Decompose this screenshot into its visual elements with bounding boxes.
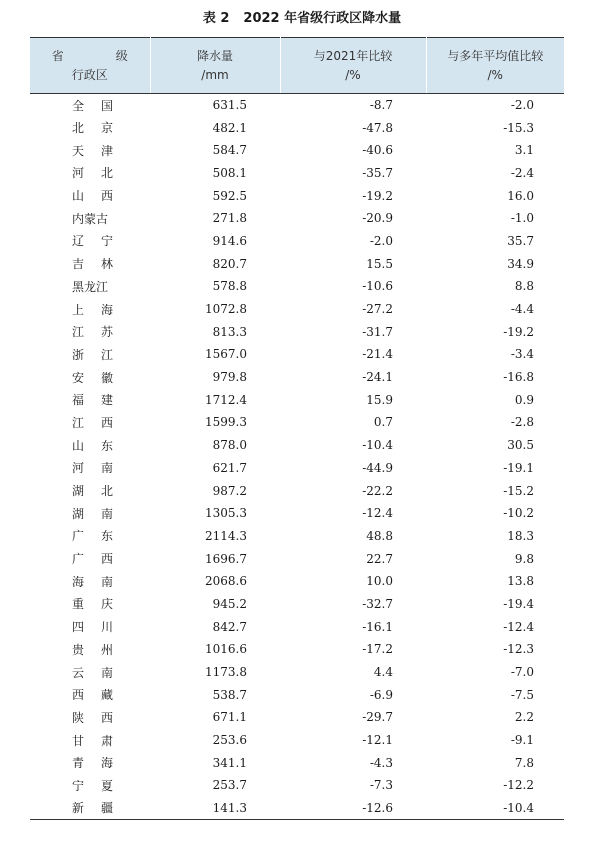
precipitation-cell: 2068.6 xyxy=(205,574,247,589)
table-row xyxy=(30,525,564,548)
table-row xyxy=(30,162,564,185)
table-row xyxy=(30,388,564,411)
vs-2021-cell: -19.2 xyxy=(362,188,393,203)
header-vs-2021-unit: /% xyxy=(345,67,361,82)
region-name-cell: 广东 xyxy=(72,529,131,544)
region-name-cell: 贵州 xyxy=(72,642,131,657)
precipitation-cell: 508.1 xyxy=(212,165,247,180)
precipitation-cell: 253.7 xyxy=(212,778,247,793)
vs-2021-cell: 0.7 xyxy=(373,415,393,430)
vs-average-cell: 35.7 xyxy=(507,233,534,248)
vs-average-cell: -15.2 xyxy=(503,483,534,498)
header-vs-average-unit: /% xyxy=(487,67,503,82)
table-row xyxy=(30,570,564,593)
vs-average-cell: 3.1 xyxy=(514,143,534,158)
table-row xyxy=(30,252,564,275)
region-name-cell: 上海 xyxy=(72,302,131,317)
precipitation-cell: 621.7 xyxy=(212,460,247,475)
vs-2021-cell: -12.4 xyxy=(362,506,393,521)
region-name-cell: 福建 xyxy=(72,393,131,408)
region-name-cell: 辽宁 xyxy=(72,234,131,249)
region-name-cell: 新疆 xyxy=(30,797,150,820)
precipitation-cell: 578.8 xyxy=(212,279,247,294)
table-row xyxy=(30,116,564,139)
table-row xyxy=(30,343,564,366)
region-name-cell: 海南 xyxy=(72,574,131,589)
precipitation-cell: 820.7 xyxy=(212,256,247,271)
vs-2021-cell: -17.2 xyxy=(362,642,393,657)
table-row xyxy=(30,479,564,502)
vs-average-cell: 9.8 xyxy=(514,551,534,566)
precipitation-cell: 1016.6 xyxy=(205,642,247,657)
header-vs-average xyxy=(426,38,564,94)
region-name-cell: 全国 xyxy=(72,98,131,113)
precipitation-cell: 2114.3 xyxy=(205,528,247,543)
header-vs-2021 xyxy=(280,38,426,94)
table-row xyxy=(30,774,564,797)
table-row xyxy=(30,139,564,162)
vs-average-cell: -1.0 xyxy=(510,211,534,226)
table-row xyxy=(30,661,564,684)
region-name-cell: 江苏 xyxy=(72,325,131,340)
table-row xyxy=(30,298,564,321)
precipitation-cell: 914.6 xyxy=(212,233,247,248)
precipitation-cell: 482.1 xyxy=(212,120,247,135)
table-caption: 2022 年省级行政区降水量 xyxy=(243,11,402,26)
header-region xyxy=(30,38,150,94)
vs-2021-cell: -12.1 xyxy=(362,733,393,748)
precipitation-cell: 538.7 xyxy=(212,687,247,702)
vs-average-cell: -2.8 xyxy=(510,415,534,430)
region-name-cell: 甘肃 xyxy=(72,733,131,748)
region-name-cell: 安徽 xyxy=(72,370,131,385)
vs-2021-cell: 4.4 xyxy=(373,665,393,680)
precipitation-cell: 813.3 xyxy=(212,324,247,339)
region-name-cell: 重庆 xyxy=(72,597,131,612)
region-name-cell: 陕西 xyxy=(72,710,131,725)
vs-average-cell: -15.3 xyxy=(503,120,534,135)
vs-average-cell: -12.2 xyxy=(503,778,534,793)
table-header xyxy=(30,38,564,94)
vs-2021-cell: -29.7 xyxy=(362,710,393,725)
vs-2021-cell: -21.4 xyxy=(362,347,393,362)
precipitation-cell: 671.1 xyxy=(212,710,247,725)
vs-2021-cell: -47.8 xyxy=(362,120,393,135)
region-name-cell: 广西 xyxy=(72,552,131,567)
region-name-cell: 吉林 xyxy=(72,257,131,272)
region-name-cell: 河南 xyxy=(72,461,131,476)
vs-average-cell: 34.9 xyxy=(507,256,534,271)
table-row xyxy=(30,797,564,820)
precipitation-table xyxy=(30,37,564,820)
header-vs-average-line1: 与多年平均值比较 xyxy=(447,48,544,63)
vs-average-cell: -2.0 xyxy=(510,98,534,113)
region-name-cell: 江西 xyxy=(72,415,131,430)
region-name-cell: 西藏 xyxy=(72,688,131,703)
table-row xyxy=(30,320,564,343)
vs-average-cell: 30.5 xyxy=(507,438,534,453)
vs-2021-cell: -44.9 xyxy=(362,460,393,475)
vs-average-cell: -4.4 xyxy=(510,302,534,317)
table-number: 表 2 xyxy=(202,11,230,26)
vs-average-cell: 2.2 xyxy=(514,710,534,725)
region-name-cell: 四川 xyxy=(72,620,131,635)
vs-2021-cell: 48.8 xyxy=(366,528,393,543)
vs-2021-cell: -12.6 xyxy=(280,797,426,820)
header-row xyxy=(30,38,564,94)
precipitation-cell: 141.3 xyxy=(150,797,280,820)
precipitation-cell: 1173.8 xyxy=(205,665,247,680)
table-row xyxy=(30,502,564,525)
vs-average-cell: -19.4 xyxy=(503,596,534,611)
vs-2021-cell: -6.9 xyxy=(369,687,393,702)
vs-2021-cell: -4.3 xyxy=(369,755,393,770)
vs-average-cell: -16.8 xyxy=(503,370,534,385)
vs-2021-cell: -31.7 xyxy=(362,324,393,339)
header-precipitation xyxy=(150,38,280,94)
table-row xyxy=(30,615,564,638)
vs-average-cell: -9.1 xyxy=(510,733,534,748)
precipitation-cell: 631.5 xyxy=(212,98,247,113)
table-row xyxy=(30,593,564,616)
table-row xyxy=(30,434,564,457)
vs-average-cell: -12.3 xyxy=(503,642,534,657)
vs-2021-cell: 15.5 xyxy=(366,256,393,271)
region-name-cell: 北京 xyxy=(72,121,131,136)
precipitation-cell: 979.8 xyxy=(212,370,247,385)
vs-2021-cell: 15.9 xyxy=(366,392,393,407)
precipitation-cell: 987.2 xyxy=(212,483,247,498)
table-row xyxy=(30,94,564,117)
table-body xyxy=(30,94,564,820)
table-row xyxy=(30,729,564,752)
table-row xyxy=(30,184,564,207)
vs-2021-cell: -27.2 xyxy=(362,302,393,317)
table-row xyxy=(30,638,564,661)
vs-average-cell: -2.4 xyxy=(510,165,534,180)
precipitation-cell: 271.8 xyxy=(212,211,247,226)
region-name-cell: 河北 xyxy=(72,166,131,181)
table-title xyxy=(0,7,604,26)
region-name-cell: 内蒙古 xyxy=(72,211,109,226)
vs-2021-cell: -35.7 xyxy=(362,165,393,180)
vs-average-cell: -3.4 xyxy=(510,347,534,362)
vs-average-cell: -7.0 xyxy=(510,665,534,680)
vs-2021-cell: -24.1 xyxy=(362,370,393,385)
table-row xyxy=(30,411,564,434)
precipitation-cell: 1599.3 xyxy=(205,415,247,430)
vs-2021-cell: -16.1 xyxy=(362,619,393,634)
vs-average-cell: 7.8 xyxy=(514,755,534,770)
region-name-cell: 天津 xyxy=(72,143,131,158)
vs-average-cell: -12.4 xyxy=(503,619,534,634)
vs-2021-cell: -2.0 xyxy=(369,233,393,248)
table-row xyxy=(30,366,564,389)
precipitation-cell: 584.7 xyxy=(212,143,247,158)
region-name-cell: 山西 xyxy=(72,189,131,204)
precipitation-cell: 878.0 xyxy=(212,438,247,453)
region-name-cell: 湖南 xyxy=(72,506,131,521)
table-row xyxy=(30,230,564,253)
region-name-cell: 黑龙江 xyxy=(72,279,109,294)
precipitation-cell: 842.7 xyxy=(212,619,247,634)
table-row xyxy=(30,706,564,729)
vs-average-cell: 8.8 xyxy=(514,279,534,294)
vs-2021-cell: -10.6 xyxy=(362,279,393,294)
region-name-cell: 青海 xyxy=(72,756,131,771)
vs-average-cell: -10.2 xyxy=(503,506,534,521)
header-vs-2021-line1: 与2021年比较 xyxy=(313,48,393,63)
region-name-cell: 湖北 xyxy=(72,484,131,499)
table-row xyxy=(30,457,564,480)
header-precipitation-unit: /mm xyxy=(201,67,229,82)
vs-average-cell: 13.8 xyxy=(507,574,534,589)
vs-2021-cell: 10.0 xyxy=(366,574,393,589)
vs-2021-cell: 22.7 xyxy=(366,551,393,566)
precipitation-cell: 1567.0 xyxy=(205,347,247,362)
precipitation-cell: 253.6 xyxy=(212,733,247,748)
header-region-line1: 省 级 xyxy=(51,48,148,63)
vs-average-cell: -7.5 xyxy=(510,687,534,702)
vs-average-cell: 16.0 xyxy=(507,188,534,203)
precipitation-cell: 341.1 xyxy=(212,755,247,770)
region-name-cell: 山东 xyxy=(72,438,131,453)
precipitation-cell: 1305.3 xyxy=(205,506,247,521)
table-row xyxy=(30,207,564,230)
precipitation-cell: 945.2 xyxy=(212,596,247,611)
precipitation-cell: 1072.8 xyxy=(205,302,247,317)
vs-average-cell: 18.3 xyxy=(507,528,534,543)
vs-2021-cell: -20.9 xyxy=(362,211,393,226)
header-region-line2: 行政区 xyxy=(71,67,108,82)
vs-average-cell: -19.1 xyxy=(503,460,534,475)
vs-2021-cell: -22.2 xyxy=(362,483,393,498)
vs-average-cell: -19.2 xyxy=(503,324,534,339)
region-name-cell: 浙江 xyxy=(72,347,131,362)
vs-2021-cell: -32.7 xyxy=(362,596,393,611)
precipitation-cell: 1712.4 xyxy=(205,392,247,407)
vs-average-cell: -10.4 xyxy=(426,797,564,820)
header-precipitation-line1: 降水量 xyxy=(196,48,233,63)
region-name-cell: 云南 xyxy=(72,665,131,680)
table-row xyxy=(30,751,564,774)
vs-average-cell: 0.9 xyxy=(514,392,534,407)
precipitation-cell: 1696.7 xyxy=(205,551,247,566)
region-name-cell: 宁夏 xyxy=(72,778,131,793)
vs-2021-cell: -40.6 xyxy=(362,143,393,158)
table-row xyxy=(30,683,564,706)
vs-2021-cell: -10.4 xyxy=(362,438,393,453)
precipitation-cell: 592.5 xyxy=(212,188,247,203)
vs-2021-cell: -8.7 xyxy=(369,98,393,113)
vs-2021-cell: -7.3 xyxy=(369,778,393,793)
table-row xyxy=(30,275,564,298)
table-row xyxy=(30,547,564,570)
